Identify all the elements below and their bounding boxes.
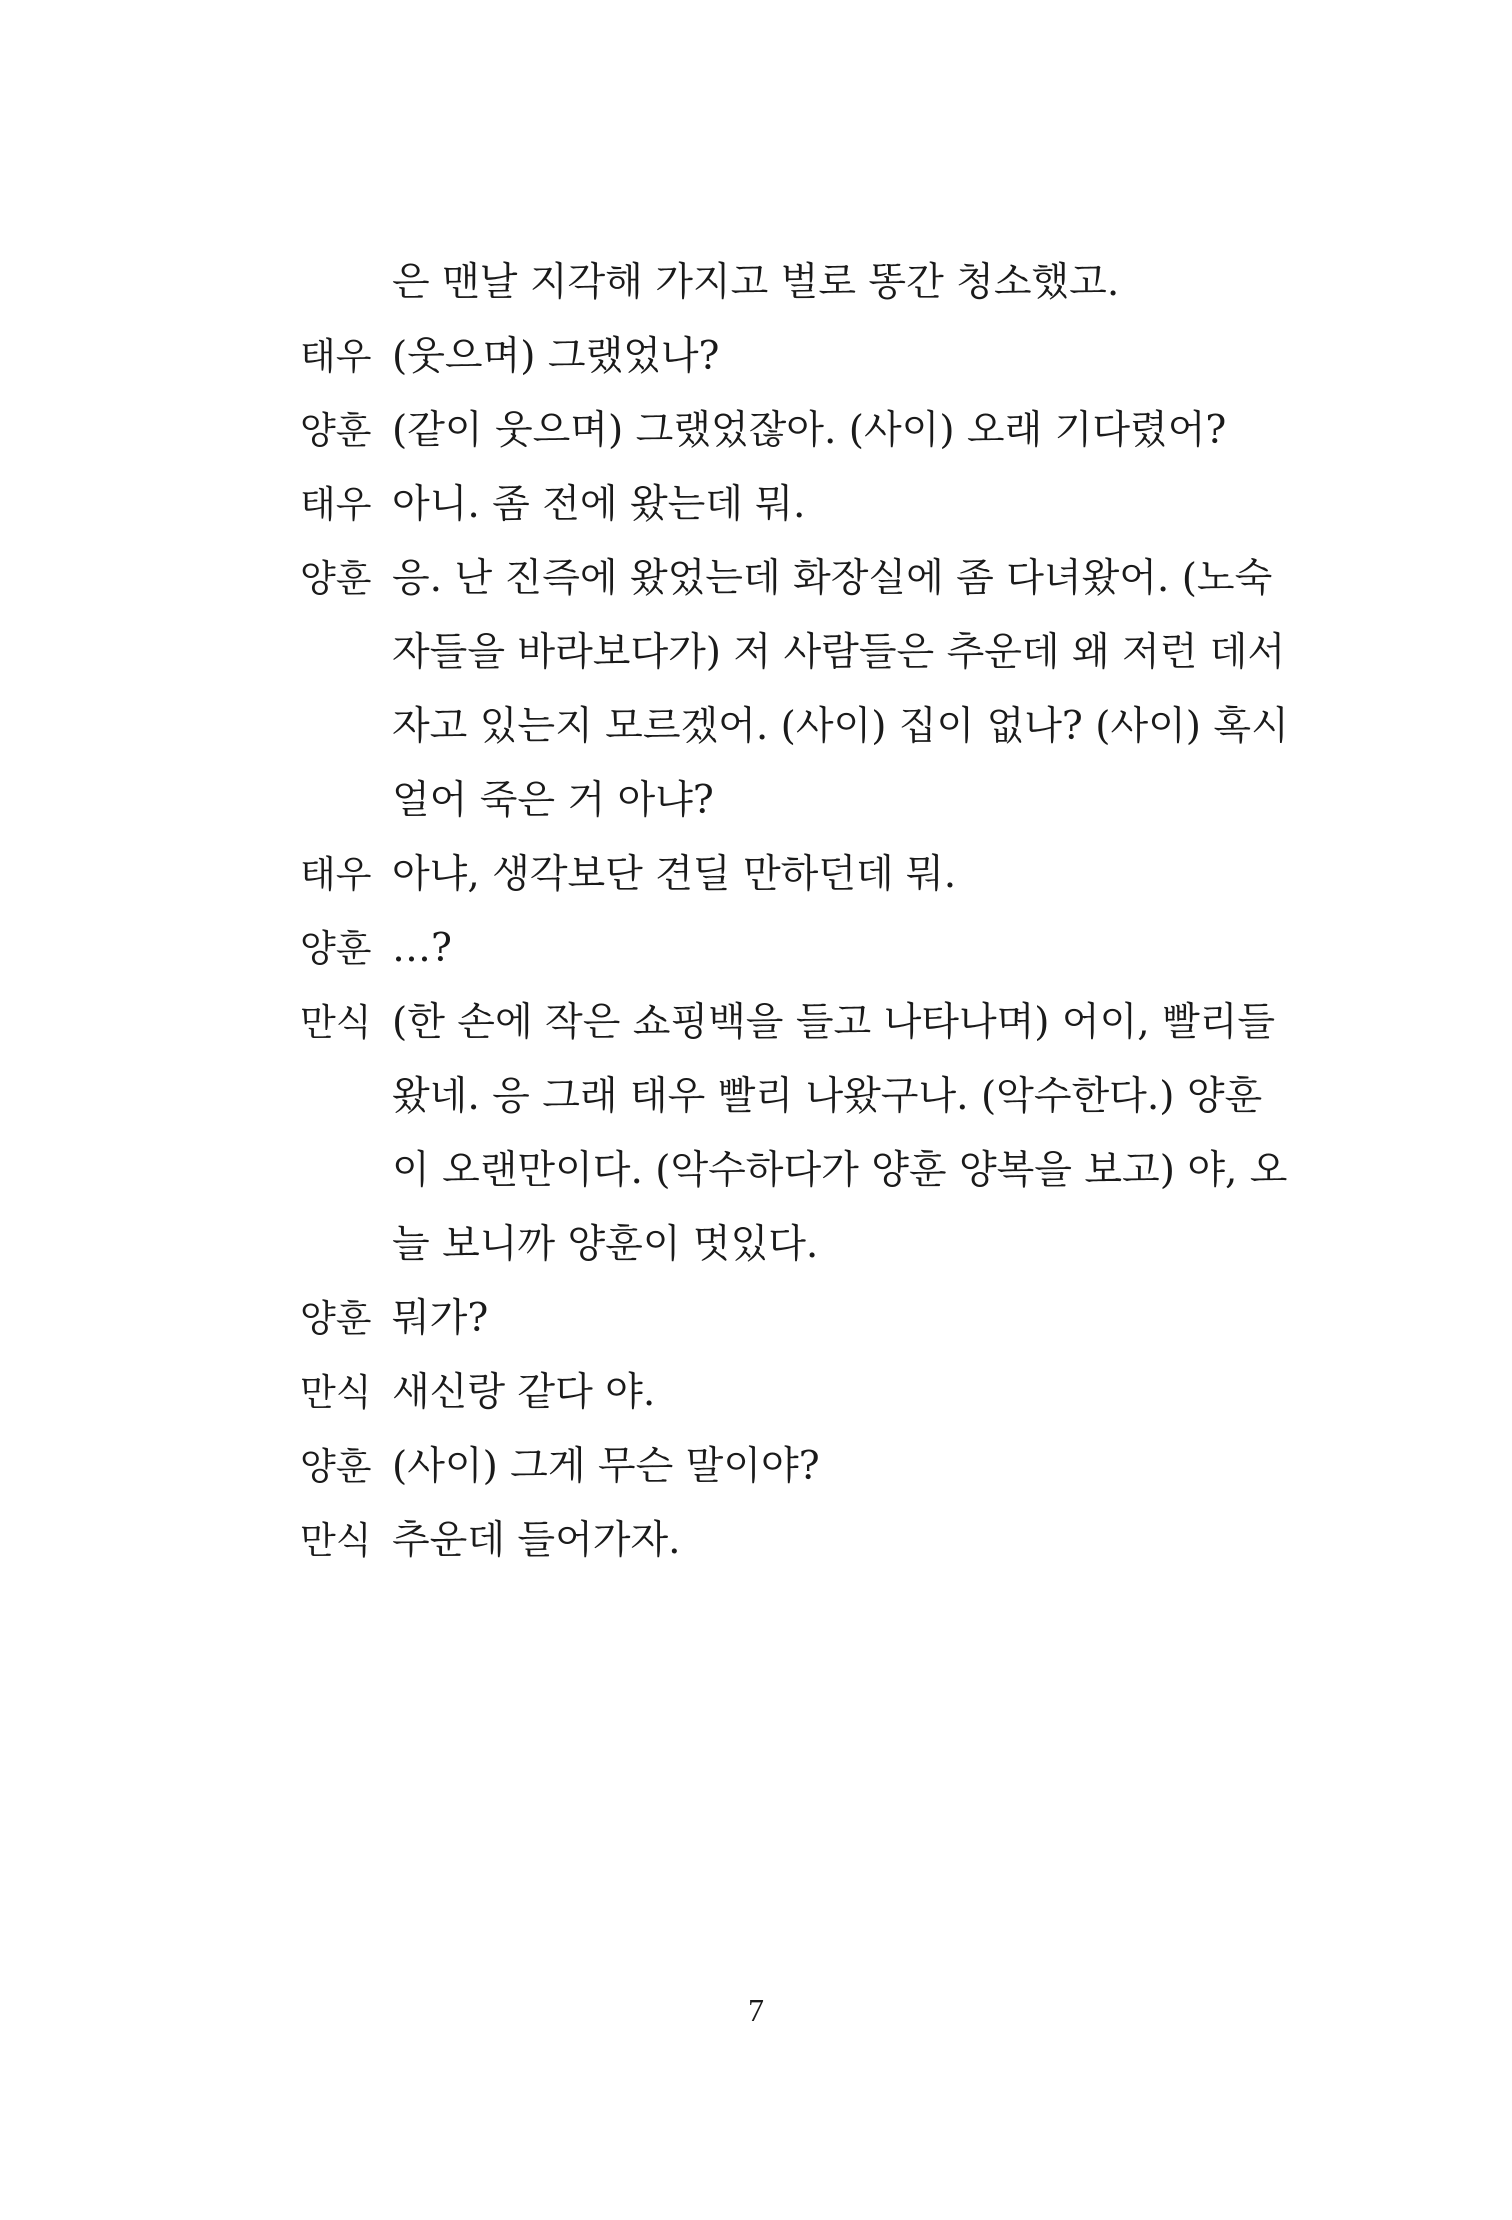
dialogue-text: 자고 있는지 모르겠어. (사이) 집이 없나? (사이) 혹시 xyxy=(392,704,1289,749)
dialogue-text: 뭐가? xyxy=(392,1296,489,1341)
speaker-name: 태우 xyxy=(300,483,372,526)
dialogue-text: 이 오랜만이다. (악수하다가 양훈 양복을 보고) 야, 오 xyxy=(392,1148,1288,1193)
dialogue-text: 얼어 죽은 거 아냐? xyxy=(392,778,714,823)
dialogue-text: 늘 보니까 양훈이 멋있다. xyxy=(392,1222,819,1267)
dialogue-text: (같이 웃으며) 그랬었잖아. (사이) 오래 기다렸어? xyxy=(392,408,1227,453)
speaker-name: 양훈 xyxy=(300,1297,372,1340)
dialogue-text: 새신랑 같다 야. xyxy=(392,1370,656,1415)
dialogue-text: 응. 난 진즉에 왔었는데 화장실에 좀 다녀왔어. (노숙 xyxy=(392,556,1273,601)
page-number: 7 xyxy=(748,1992,764,2028)
speaker-name: 양훈 xyxy=(300,557,372,600)
dialogue-line xyxy=(300,1430,1250,1504)
dialogue-text: 은 맨날 지각해 가지고 벌로 똥간 청소했고. xyxy=(392,260,1120,305)
dialogue-line xyxy=(300,1134,1288,1208)
speaker-name: 만식 xyxy=(300,1371,372,1414)
dialogue-line xyxy=(300,542,1273,616)
dialogue-text: (웃으며) 그랬었나? xyxy=(392,334,720,379)
speaker-name: 양훈 xyxy=(300,1445,372,1488)
dialogue-text: 왔네. 응 그래 태우 빨리 나왔구나. (악수한다.) 양훈 xyxy=(392,1074,1263,1119)
dialogue-text: 자들을 바라보다가) 저 사람들은 추운데 왜 저런 데서 xyxy=(392,630,1286,675)
dialogue-text: (사이) 그게 무슨 말이야? xyxy=(392,1444,820,1489)
dialogue-line xyxy=(300,1504,1250,1578)
dialogue-line xyxy=(300,246,1250,320)
dialogue-line xyxy=(300,1060,1263,1134)
dialogue-text: 아냐, 생각보단 견딜 만하던데 뭐. xyxy=(392,852,957,897)
dialogue-line xyxy=(300,616,1286,690)
dialogue-line xyxy=(300,986,1276,1060)
dialogue-text: 아니. 좀 전에 왔는데 뭐. xyxy=(392,482,806,527)
dialogue-line xyxy=(300,320,1250,394)
speaker-name: 태우 xyxy=(300,853,372,896)
script-body xyxy=(300,246,1289,1578)
speaker-name: 양훈 xyxy=(300,927,372,970)
dialogue-text: 추운데 들어가자. xyxy=(392,1518,681,1563)
dialogue-line xyxy=(300,912,1250,986)
dialogue-line xyxy=(300,764,1250,838)
dialogue-text: (한 손에 작은 쇼핑백을 들고 나타나며) 어이, 빨리들 xyxy=(392,1000,1276,1045)
dialogue-line xyxy=(300,1282,1250,1356)
dialogue-line xyxy=(300,838,1250,912)
speaker-name: 만식 xyxy=(300,1001,372,1044)
dialogue-line xyxy=(300,1208,1250,1282)
dialogue-line xyxy=(300,1356,1250,1430)
dialogue-text: …? xyxy=(392,926,452,971)
dialogue-line xyxy=(300,468,1250,542)
dialogue-line xyxy=(300,690,1289,764)
speaker-name: 태우 xyxy=(300,335,372,378)
speaker-name: 양훈 xyxy=(300,409,372,452)
dialogue-line xyxy=(300,394,1250,468)
speaker-name: 만식 xyxy=(300,1519,372,1562)
